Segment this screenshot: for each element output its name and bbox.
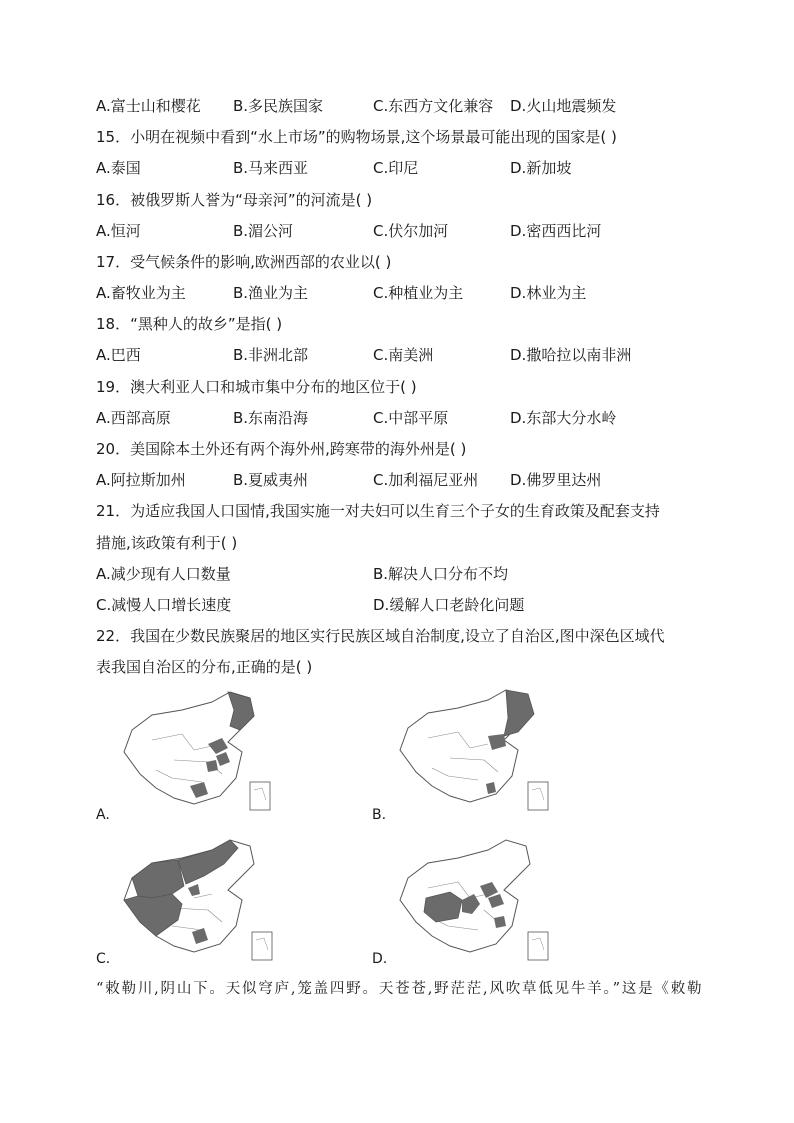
- q18-option-c[interactable]: C.南美洲: [373, 346, 434, 364]
- q14-options: [96, 96, 716, 116]
- q18-option-d[interactable]: D.撒哈拉以南非洲: [510, 346, 632, 364]
- q19-options: [96, 408, 716, 428]
- q17-stem: 17．受气候条件的影响,欧洲西部的农业以( ): [96, 253, 392, 271]
- map-label-a[interactable]: A.: [96, 807, 110, 823]
- q19-option-d[interactable]: D.东部大分水岭: [510, 409, 617, 427]
- q17-option-d[interactable]: D.林业为主: [510, 284, 587, 302]
- q17-options: [96, 283, 716, 303]
- q15-option-a[interactable]: A.泰国: [96, 159, 141, 177]
- q17-option-b[interactable]: B.渔业为主: [233, 284, 309, 302]
- q21-stem-line1: 21．为适应我国人口国情,我国实施一对夫妇可以生育三个子女的生育政策及配套支持: [96, 502, 660, 520]
- china-map-c[interactable]: [112, 838, 282, 966]
- map-label-b[interactable]: B.: [372, 807, 387, 823]
- q14-option-b[interactable]: B.多民族国家: [233, 97, 324, 115]
- q20-stem: 20．美国除本土外还有两个海外州,跨寒带的海外州是( ): [96, 440, 467, 458]
- q21-option-c[interactable]: C.减慢人口增长速度: [96, 596, 232, 614]
- q15-options: [96, 158, 716, 178]
- q20-option-d[interactable]: D.佛罗里达州: [510, 471, 602, 489]
- q21-option-a[interactable]: A.减少现有人口数量: [96, 565, 231, 583]
- q18-options: [96, 345, 716, 365]
- q15-stem: 15．小明在视频中看到“水上市场”的购物场景,这个场景最可能出现的国家是( ): [96, 128, 617, 146]
- map-label-d[interactable]: D.: [372, 951, 388, 967]
- q18-option-b[interactable]: B.非洲北部: [233, 346, 309, 364]
- q15-option-b[interactable]: B.马来西亚: [233, 159, 309, 177]
- map-label-c[interactable]: C.: [96, 951, 111, 967]
- q20-option-c[interactable]: C.加利福尼亚州: [373, 471, 479, 489]
- q16-option-c[interactable]: C.伏尔加河: [373, 222, 449, 240]
- q20-options: [96, 470, 716, 490]
- q16-option-d[interactable]: D.密西西比河: [510, 222, 602, 240]
- q16-option-b[interactable]: B.湄公河: [233, 222, 294, 240]
- q19-option-a[interactable]: A.西部高原: [96, 409, 171, 427]
- poem-passage: “敕勒川,阴山下。天似穹庐,笼盖四野。天苍苍,野茫茫,风吹草低见牛羊。”这是《敕勒: [96, 981, 704, 997]
- q14-option-a[interactable]: A.富士山和樱花: [96, 97, 201, 115]
- q21-options-row1: [96, 564, 716, 584]
- q20-option-b[interactable]: B.夏威夷州: [233, 471, 309, 489]
- q19-option-b[interactable]: B.东南沿海: [233, 409, 309, 427]
- q14-option-d[interactable]: D.火山地震频发: [510, 97, 617, 115]
- china-map-d[interactable]: [388, 838, 558, 966]
- q21-options-row2: [96, 595, 716, 615]
- q16-option-a[interactable]: A.恒河: [96, 222, 141, 240]
- q15-option-d[interactable]: D.新加坡: [510, 159, 572, 177]
- q21-option-b[interactable]: B.解决人口分布不均: [373, 565, 509, 583]
- q16-stem: 16．被俄罗斯人誉为“母亲河”的河流是( ): [96, 191, 373, 209]
- q15-option-c[interactable]: C.印尼: [373, 159, 419, 177]
- q18-stem: 18．“黑种人的故乡”是指( ): [96, 315, 283, 333]
- q17-option-c[interactable]: C.种植业为主: [373, 284, 464, 302]
- q22-stem-line1: 22．我国在少数民族聚居的地区实行民族区域自治制度,设立了自治区,图中深色区域代: [96, 627, 665, 645]
- q22-stem-line2: 表我国自治区的分布,正确的是( ): [96, 658, 313, 676]
- q21-stem-line2: 措施,该政策有利于( ): [96, 534, 238, 552]
- q17-option-a[interactable]: A.畜牧业为主: [96, 284, 186, 302]
- q19-stem: 19．澳大利亚人口和城市集中分布的地区位于( ): [96, 378, 417, 396]
- q21-option-d[interactable]: D.缓解人口老龄化问题: [373, 596, 525, 614]
- q19-option-c[interactable]: C.中部平原: [373, 409, 449, 427]
- q20-option-a[interactable]: A.阿拉斯加州: [96, 471, 186, 489]
- q18-option-a[interactable]: A.巴西: [96, 346, 141, 364]
- q14-option-c[interactable]: C.东西方文化兼容: [373, 97, 494, 115]
- q16-options: [96, 221, 716, 241]
- china-map-a[interactable]: [112, 690, 282, 818]
- china-map-b[interactable]: [388, 688, 558, 816]
